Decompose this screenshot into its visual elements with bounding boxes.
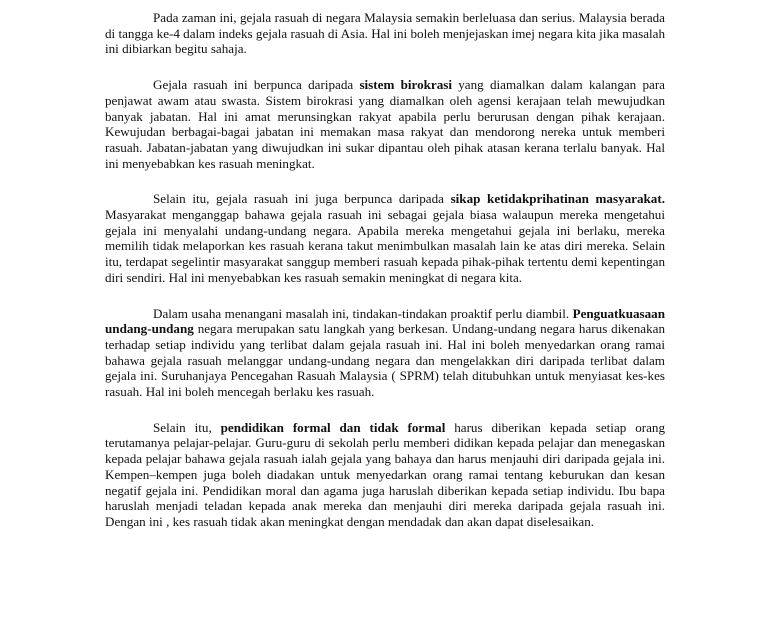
- paragraph-solution-enforcement: [105, 306, 665, 400]
- document-page: [105, 10, 665, 550]
- key-point-bold: sikap ketidakprihatinan masyarakat.: [450, 191, 665, 207]
- paragraph-cause-bureaucracy: [105, 77, 665, 171]
- paragraph-cause-indifference: [105, 191, 665, 285]
- key-point-bold: sistem birokrasi: [359, 77, 453, 93]
- paragraph-introduction: [105, 10, 665, 57]
- key-point-bold: Penguatkuasaan undang-undang: [105, 305, 665, 337]
- paragraph-text: Masyarakat menganggap bahawa gejala rasuah ini sebagai gejala biasa walaupun mereka mengetahui gejala ini menyalahi undang-undang negara. Apabila mereka mengetahui gejala ini berlaku, mereka memilih tidak melaporkan kes rasuah kerana takut menimbulkan masalah lain ke atas diri mereka. Selain itu, terdapat segelintir masyarakat sanggup memberi rasuah kepada pihak-pihak tertentu demi kepentingan diri sendiri. Hal ini menyebabkan kes rasuah semakin meningkat di negara kita.: [105, 207, 665, 285]
- paragraph-text: Dalam usaha menangani masalah ini, tindakan-tindakan proaktif perlu diambil.: [153, 305, 573, 321]
- paragraph-solution-education: [105, 420, 665, 530]
- paragraph-text: Selain itu, gejala rasuah ini juga berpunca daripada: [153, 191, 451, 207]
- paragraph-text: negara merupakan satu langkah yang berkesan. Undang-undang negara harus dikenakan terhadap setiap individu yang terlibat dalam gejala rasuah ini. Hal ini boleh menyedarkan orang ramai bahawa gejala rasuah melanggar undang-undang negara dan mengelakkan diri daripada terlibat dalam gejala ini. Suruhanjaya Pencegahan Rasuah Malaysia ( SPRM) telah ditubuhkan untuk menyiasat kes-kes rasuah. Hal ini boleh mencegah berlaku kes rasuah.: [105, 321, 665, 400]
- paragraph-text: Pada zaman ini, gejala rasuah di negara Malaysia semakin berleluasa dan serius. Malaysia berada di tangga ke-4 dalam indeks gejala rasuah di Asia. Hal ini boleh menjejaskan imej negara kita jika masalah ini dibiarkan begitu sahaja.: [105, 10, 665, 57]
- paragraph-text: Selain itu,: [153, 419, 221, 435]
- paragraph-text: yang diamalkan dalam kalangan para penjawat awam atau swasta. Sistem birokrasi yang diamalkan oleh agensi kerajaan telah mewujudkan banyak jabatan. Hal ini amat merunsingkan rakyat apabila perlu berurusan dengan pihak kerajaan. Kewujudan berbagai-bagai jabatan ini memakan masa rakyat dan mendorong nereka untuk memberi rasuah. Jabatan-jabatan yang diwujudkan ini sukar dipantau oleh pihak atasan kerana terlalu banyak. Hal ini menyebabkan kes rasuah meningkat.: [105, 77, 665, 171]
- paragraph-text: harus diberikan kepada setiap orang terutamanya pelajar-pelajar. Guru-guru di sekolah perlu memberi didikan kepada pelajar dan menegaskan kepada pelajar bahawa gejala rasuah ialah gejala yang bahaya dan harus menjauhi diri daripada gejala ini. Kempen–kempen juga boleh diadakan untuk menyedarkan orang ramai tentang keburukan dan kesan negatif gejala ini. Pendidikan moral dan agama juga haruslah diberikan kepada setiap individu. Ibu bapa haruslah menjadi teladan kepada anak mereka dan menjauhi diri mereka daripada gejala rasuah ini. Dengan ini , kes rasuah tidak akan meningkat dengan mendadak dan akan dapat diselesaikan.: [105, 419, 666, 529]
- paragraph-text: Gejala rasuah ini berpunca daripada: [153, 77, 360, 93]
- key-point-bold: pendidikan formal dan tidak formal: [220, 419, 446, 435]
